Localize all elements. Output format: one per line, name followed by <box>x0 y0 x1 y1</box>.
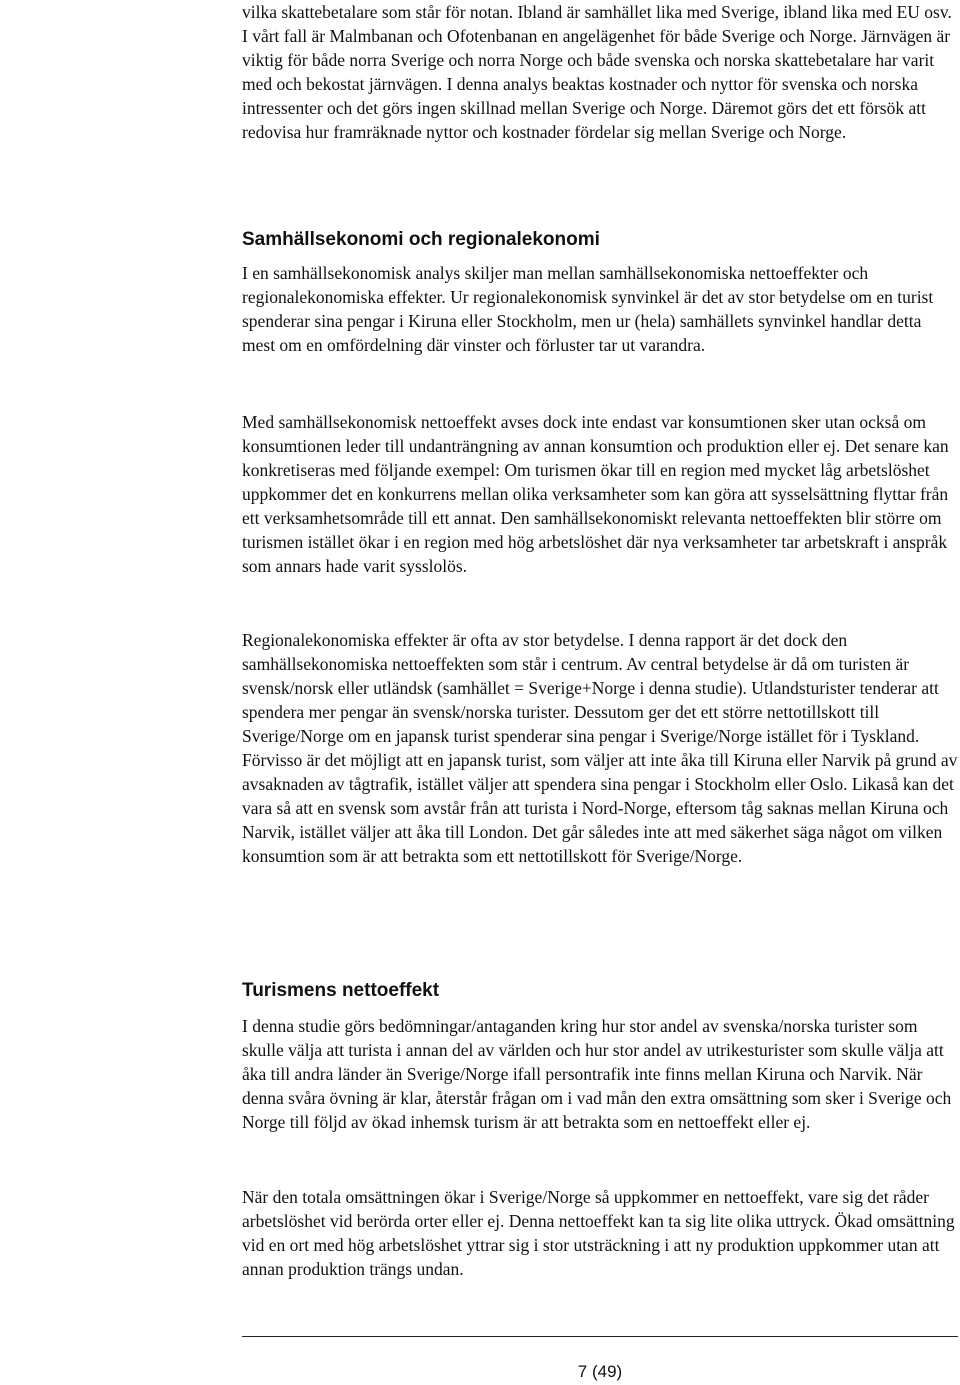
paragraph-total-omsattning: När den totala omsättningen ökar i Sverige/Norge så uppkommer en nettoeffekt, vare sig det råder arbetslöshet vid berörda orter eller ej. Denna nettoeffekt kan ta sig lite olika uttryck. Ökad omsättning vid en ort med hög arbetslöshet yttrar sig i stor utsträckning i att ny produktion uppkommer utan att annan produktion trängs undan. <box>242 1187 955 1279</box>
paragraph-bedomningar: I denna studie görs bedömningar/antaganden kring hur stor andel av svenska/norska turister som skulle välja att turista i annan del av världen och hur stor andel av utrikesturister som skulle välja att åka till andra länder än Sverige/Norge ifall persontrafik inte finns mellan Kiruna och Narvik. När denna svåra övning är klar, återstår frågan om i vad mån den extra omsättning som sker i Sverige och Norge till följd av ökad inhemsk turism är att betrakta som en nettoeffekt eller ej. <box>242 1016 952 1132</box>
paragraph-samhallsekonomisk-analys: I en samhällsekonomisk analys skiljer man mellan samhällsekonomiska nettoeffekter och regionalekonomiska effekter. Ur regionalekonomisk synvinkel är det av stor betydelse om en turist spenderar sina pengar i Kiruna eller Stockholm, men ur (hela) samhällets synvinkel handlar detta mest om en omfördelning där vinster och förluster tar ut varandra. <box>242 263 934 355</box>
intro-paragraph: vilka skattebetalare som står för notan. Ibland är samhället lika med Sverige, ibland lika med EU osv. I vårt fall är Malmbanan och Ofotenbanan en angelägenhet för både Sverige och Norge. Järnvägen är viktig för både norra Sverige och norra Norge och både svenska och norska skattebetalare har varit med och bekostat järnvägen. I denna analys beaktas kostnader och nyttor för svenska och norska intressenter och det görs ingen skillnad mellan Sverige och Norge. Däremot görs det ett försök att redovisa hur framräknade nyttor och kostnader fördelar sig mellan Sverige och Norge. <box>242 2 952 142</box>
paragraph-regionalekonomiska-effekter: Regionalekonomiska effekter är ofta av stor betydelse. I denna rapport är det dock den samhällsekonomiska nettoeffekten som står i centrum. Av central betydelse är då om turisten är svensk/norsk eller utländsk (samhället = Sverige+Norge i denna studie). Utlandsturister tenderar att spendera mer pengar än svensk/norska turister. Dessutom ger det ett större nettotillskott till Sverige/Norge om en japansk turist spenderar sina pengar i Sverige/Norge istället för i Tyskland. Förvisso är det möjligt att en japansk turist, som väljer att inte åka till Kiruna eller Narvik på grund av avsaknaden av tågtrafik, istället väljer att spendera sina pengar i Stockholm eller Oslo. Likaså kan det vara så att en svensk som avstår från att turista i Nord-Norge, eftersom tåg saknas mellan Kiruna och Narvik, istället väljer att åka till London. Det går således inte att med säkerhet säga något om vilken konsumtion som är att betrakta som ett nettotillskott för Sverige/Norge. <box>242 630 958 866</box>
paragraph-nettoeffekt: Med samhällsekonomisk nettoeffekt avses dock inte endast var konsumtionen sker utan också om konsumtionen leder till undanträngning av annan konsumtion och produktion eller ej. Det senare kan konkretiseras med följande exempel: Om turismen ökar till en region med mycket låg arbetslöshet uppkommer det en konkurrens mellan olika verksamheter som kan göra att sysselsättning flyttar från ett verksamhetsområde till ett annat. Den samhällsekonomiskt relevanta nettoeffekten blir större om turismen istället ökar i en region med hög arbetslöshet där nya verksamheter tar arbetskraft i anspråk som annars hade varit sysslolös. <box>242 412 949 576</box>
footer-divider <box>242 1336 958 1337</box>
page-number: 7 (49) <box>577 1362 623 1381</box>
section-heading-turismens-nettoeffekt: Turismens nettoeffekt <box>242 980 440 1001</box>
section-heading-samhallsekonomi: Samhällsekonomi och regionalekonomi <box>242 229 600 250</box>
